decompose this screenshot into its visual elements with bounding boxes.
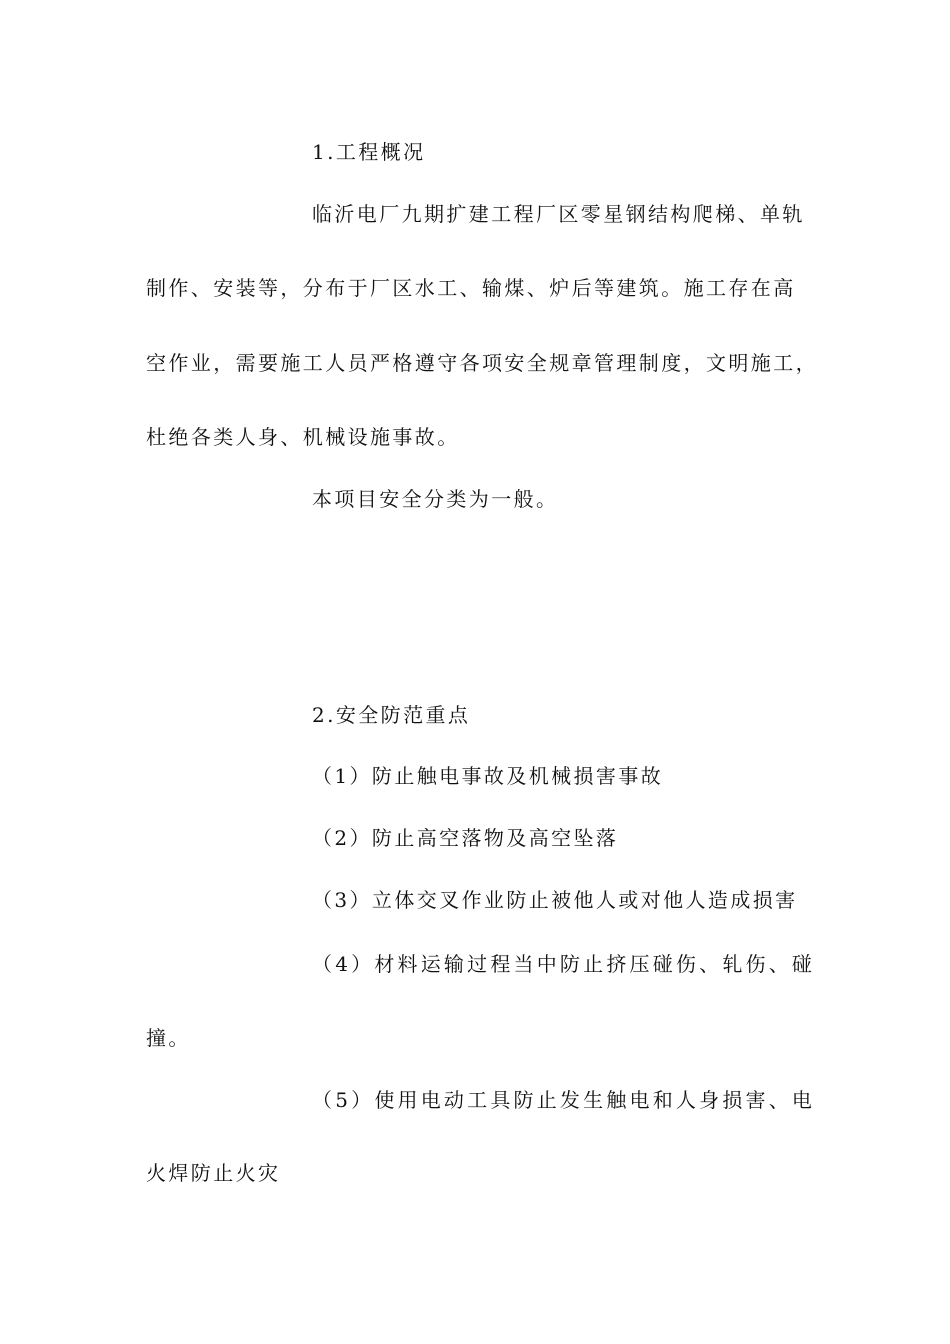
section-heading-overview: 1.工程概况 bbox=[312, 140, 426, 164]
list-item: （2）防止高空落物及高空坠落 bbox=[312, 826, 619, 850]
list-item: （5）使用电动工具防止发生触电和人身损害、电 bbox=[312, 1088, 816, 1112]
paragraph-line: 杜绝各类人身、机械设施事故。 bbox=[146, 425, 460, 449]
paragraph-line: 临沂电厂九期扩建工程厂区零星钢结构爬梯、单轨 bbox=[312, 202, 805, 226]
list-item: （4）材料运输过程当中防止挤压碰伤、轧伤、碰 bbox=[312, 952, 816, 976]
safety-category-text: 本项目安全分类为一般。 bbox=[312, 487, 559, 511]
list-item: （1）防止触电事故及机械损害事故 bbox=[312, 764, 664, 788]
paragraph-line: 空作业，需要施工人员严格遵守各项安全规章管理制度，文明施工， bbox=[146, 351, 818, 375]
section-heading-safety: 2.安全防范重点 bbox=[312, 703, 471, 727]
list-item: （3）立体交叉作业防止被他人或对他人造成损害 bbox=[312, 888, 798, 912]
list-item-continuation: 火焊防止火灾 bbox=[146, 1161, 281, 1185]
paragraph-line: 制作、安装等，分布于厂区水工、输煤、炉后等建筑。施工存在高 bbox=[146, 276, 796, 300]
list-item-continuation: 撞。 bbox=[146, 1026, 191, 1050]
